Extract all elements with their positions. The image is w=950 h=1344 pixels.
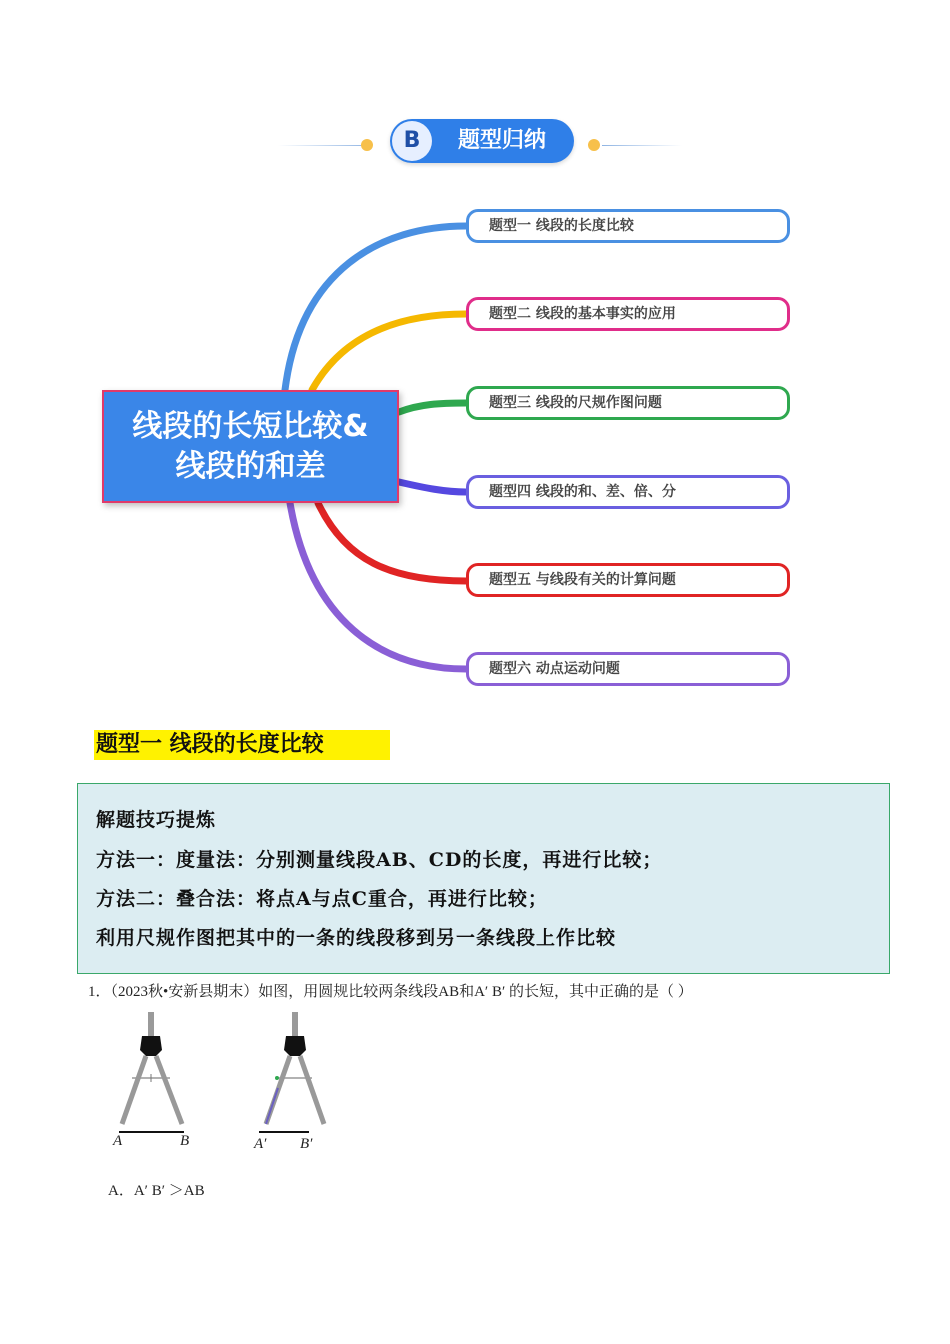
branch-type-1: 题型一 线段的长度比较 [466, 209, 790, 243]
compass-right-icon [259, 1012, 324, 1132]
banner-letter-badge: B [392, 121, 432, 161]
figure-label-b: B [180, 1133, 190, 1149]
connector-3 [399, 403, 466, 412]
branch-type-2: 题型二 线段的基本事实的应用 [466, 297, 790, 331]
connector-6 [290, 503, 466, 669]
branch-type-5: 题型五 与线段有关的计算问题 [466, 563, 790, 597]
connector-5 [318, 503, 466, 581]
center-title-line1: 线段的长短比较& [132, 408, 369, 444]
tips-title: 解题技巧提炼 [96, 809, 217, 831]
banner-right-dot [588, 139, 600, 151]
tips-line-3: 利用尺规作图把其中的一条的线段移到另一条线段上作比较 [96, 927, 617, 949]
connector-4 [399, 482, 466, 492]
figure-label-a-prime: A′ [254, 1136, 267, 1152]
mindmap-center-node [102, 390, 399, 503]
compass-left-icon [119, 1012, 184, 1132]
option-a: A．A′ B′ ＞AB [108, 1183, 205, 1199]
branch-type-6: 题型六 动点运动问题 [466, 652, 790, 686]
figure-label-b-prime: B′ [300, 1136, 313, 1152]
banner-right-line [602, 145, 682, 146]
banner-left-dot [361, 139, 373, 151]
connector-2 [312, 314, 466, 390]
tips-line-2: 方法二：叠合法：将点A与点C重合，再进行比较； [96, 888, 548, 910]
question-1-stem: 1．（2023秋•安新县期末）如图，用圆规比较两条线段AB和A′ B′ 的长短，其中正确的是（ ） [88, 984, 693, 1000]
banner-title: 题型归纳 [457, 128, 546, 153]
figure-label-a: A [113, 1133, 123, 1149]
center-title-line2: 线段的和差 [175, 448, 326, 484]
tips-line-1: 方法一：度量法：分别测量线段AB、CD的长度，再进行比较； [96, 849, 663, 871]
branch-type-3: 题型三 线段的尺规作图问题 [466, 386, 790, 420]
banner-left-line [278, 145, 370, 146]
section-heading: 题型一 线段的长度比较 [94, 730, 390, 760]
branch-type-4: 题型四 线段的和、差、倍、分 [466, 475, 790, 509]
connector-1 [285, 226, 466, 390]
